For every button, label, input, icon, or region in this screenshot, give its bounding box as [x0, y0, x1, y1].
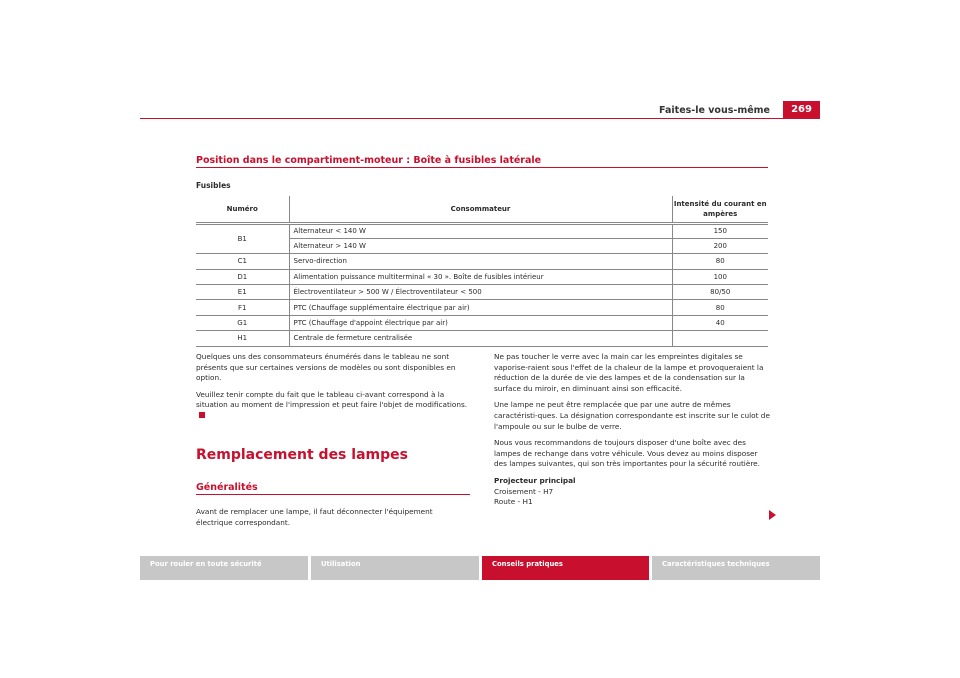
cell-amps: 40: [672, 315, 768, 330]
lamps-title: Remplacement des lampes: [196, 447, 408, 463]
cell-consumer: Centrale de fermeture centralisée: [289, 331, 672, 346]
nav-tab-safety[interactable]: Pour rouler en toute sécurité: [140, 556, 308, 580]
cell-consumer: PTC (Chauffage d'appoint électrique par air): [289, 315, 672, 330]
cell-number: G1: [196, 315, 289, 330]
continue-arrow-icon: [769, 510, 776, 520]
page-number: 269: [783, 101, 820, 118]
cell-number: C1: [196, 254, 289, 269]
paragraph-spare-lamps: Nous vous recommandons de toujours disposer d'une boîte avec des lampes de rechange dans votre véhicule. Vous devez au moins disposer des lampes suivantes, qui son très importantes pour la sécurité routière.: [494, 438, 760, 469]
cell-number: D1: [196, 269, 289, 284]
table-row: [196, 254, 768, 269]
paragraph-table-note-text: Veuillez tenir compte du fait que le tableau ci-avant correspond à la situation au moment de l'impression et peut faire l'objet de modifications.: [196, 389, 468, 410]
cell-number: B1: [196, 223, 289, 254]
cell-amps: 80: [672, 300, 768, 315]
header-number: Numéro: [196, 196, 289, 223]
header-rule: [140, 118, 820, 119]
low-beam-line: Croisement - H7: [494, 486, 554, 496]
table-row: [196, 223, 768, 238]
cell-consumer: Alternateur < 140 W: [289, 223, 672, 238]
paragraph-optional-consumers: Quelques uns des consommateurs énumérés dans le tableau ne sont présents que sur certaines versions de modèles ou sont disponibles en option.: [196, 352, 456, 383]
cell-amps: 200: [672, 238, 768, 253]
cell-consumer: Électroventilateur > 500 W / Électroventilateur < 500: [289, 285, 672, 300]
end-mark-icon: [199, 412, 205, 418]
paragraph-table-note: [196, 390, 470, 422]
table-row: [196, 300, 768, 315]
paragraph-lamp-spec: Une lampe ne peut être remplacée que par une autre de mêmes caractéristi-ques. La désignation correspondante est inscrite sur le culot de l'ampoule ou sur le bulbe de verre.: [494, 400, 770, 431]
cell-amps: 80/50: [672, 285, 768, 300]
table-row: [196, 269, 768, 284]
fuse-table: [196, 196, 768, 347]
nav-tab-technical-specs[interactable]: Caractéristiques techniques: [652, 556, 820, 580]
section-rule: [196, 167, 768, 168]
cell-amps: 100: [672, 269, 768, 284]
cell-amps: 80: [672, 254, 768, 269]
subtitle-rule: [196, 494, 470, 495]
cell-consumer: Alternateur > 140 W: [289, 238, 672, 253]
lamps-intro-text: Avant de remplacer une lampe, il faut déconnecter l'équipement électrique correspondant.: [196, 507, 433, 527]
high-beam-line: Route - H1: [494, 497, 533, 507]
headlamp-title: Projecteur principal: [494, 475, 576, 485]
cell-consumer: Alimentation puissance multiterminal « 30 ». Boîte de fusibles intérieur: [289, 269, 672, 284]
lamps-subtitle: Généralités: [196, 482, 258, 493]
cell-consumer: PTC (Chauffage supplémentaire électrique par air): [289, 300, 672, 315]
left-column: [196, 352, 470, 428]
cell-number: E1: [196, 285, 289, 300]
right-column: [494, 352, 772, 508]
cell-number: H1: [196, 331, 289, 346]
nav-tab-usage[interactable]: Utilisation: [311, 556, 479, 580]
table-row: [196, 331, 768, 346]
page-header-title: Faites-le vous-même: [659, 105, 770, 116]
section-title: Position dans le compartiment-moteur : Boîte à fusibles latérale: [196, 155, 542, 166]
cell-number: F1: [196, 300, 289, 315]
table-header-row: [196, 196, 768, 223]
nav-tab-practical-tips[interactable]: Conseils pratiques: [482, 556, 649, 580]
header-consumer: Consommateur: [289, 196, 672, 223]
paragraph-glass-warning: Ne pas toucher le verre avec la main car les empreintes digitales se vaporise-raient sous l'effet de la chaleur de la lampe et provoqueraient la réduction de la durée de vie des lampes et de la condensation sur la surface du miroir, en diminuant ainsi son efficacité.: [494, 352, 764, 393]
cell-amps: [672, 331, 768, 346]
table-row: [196, 315, 768, 330]
fuses-label: Fusibles: [196, 181, 231, 190]
cell-consumer: Servo-direction: [289, 254, 672, 269]
cell-amps: 150: [672, 223, 768, 238]
header-amps: Intensité du courant en ampères: [672, 196, 768, 223]
table-row: [196, 285, 768, 300]
